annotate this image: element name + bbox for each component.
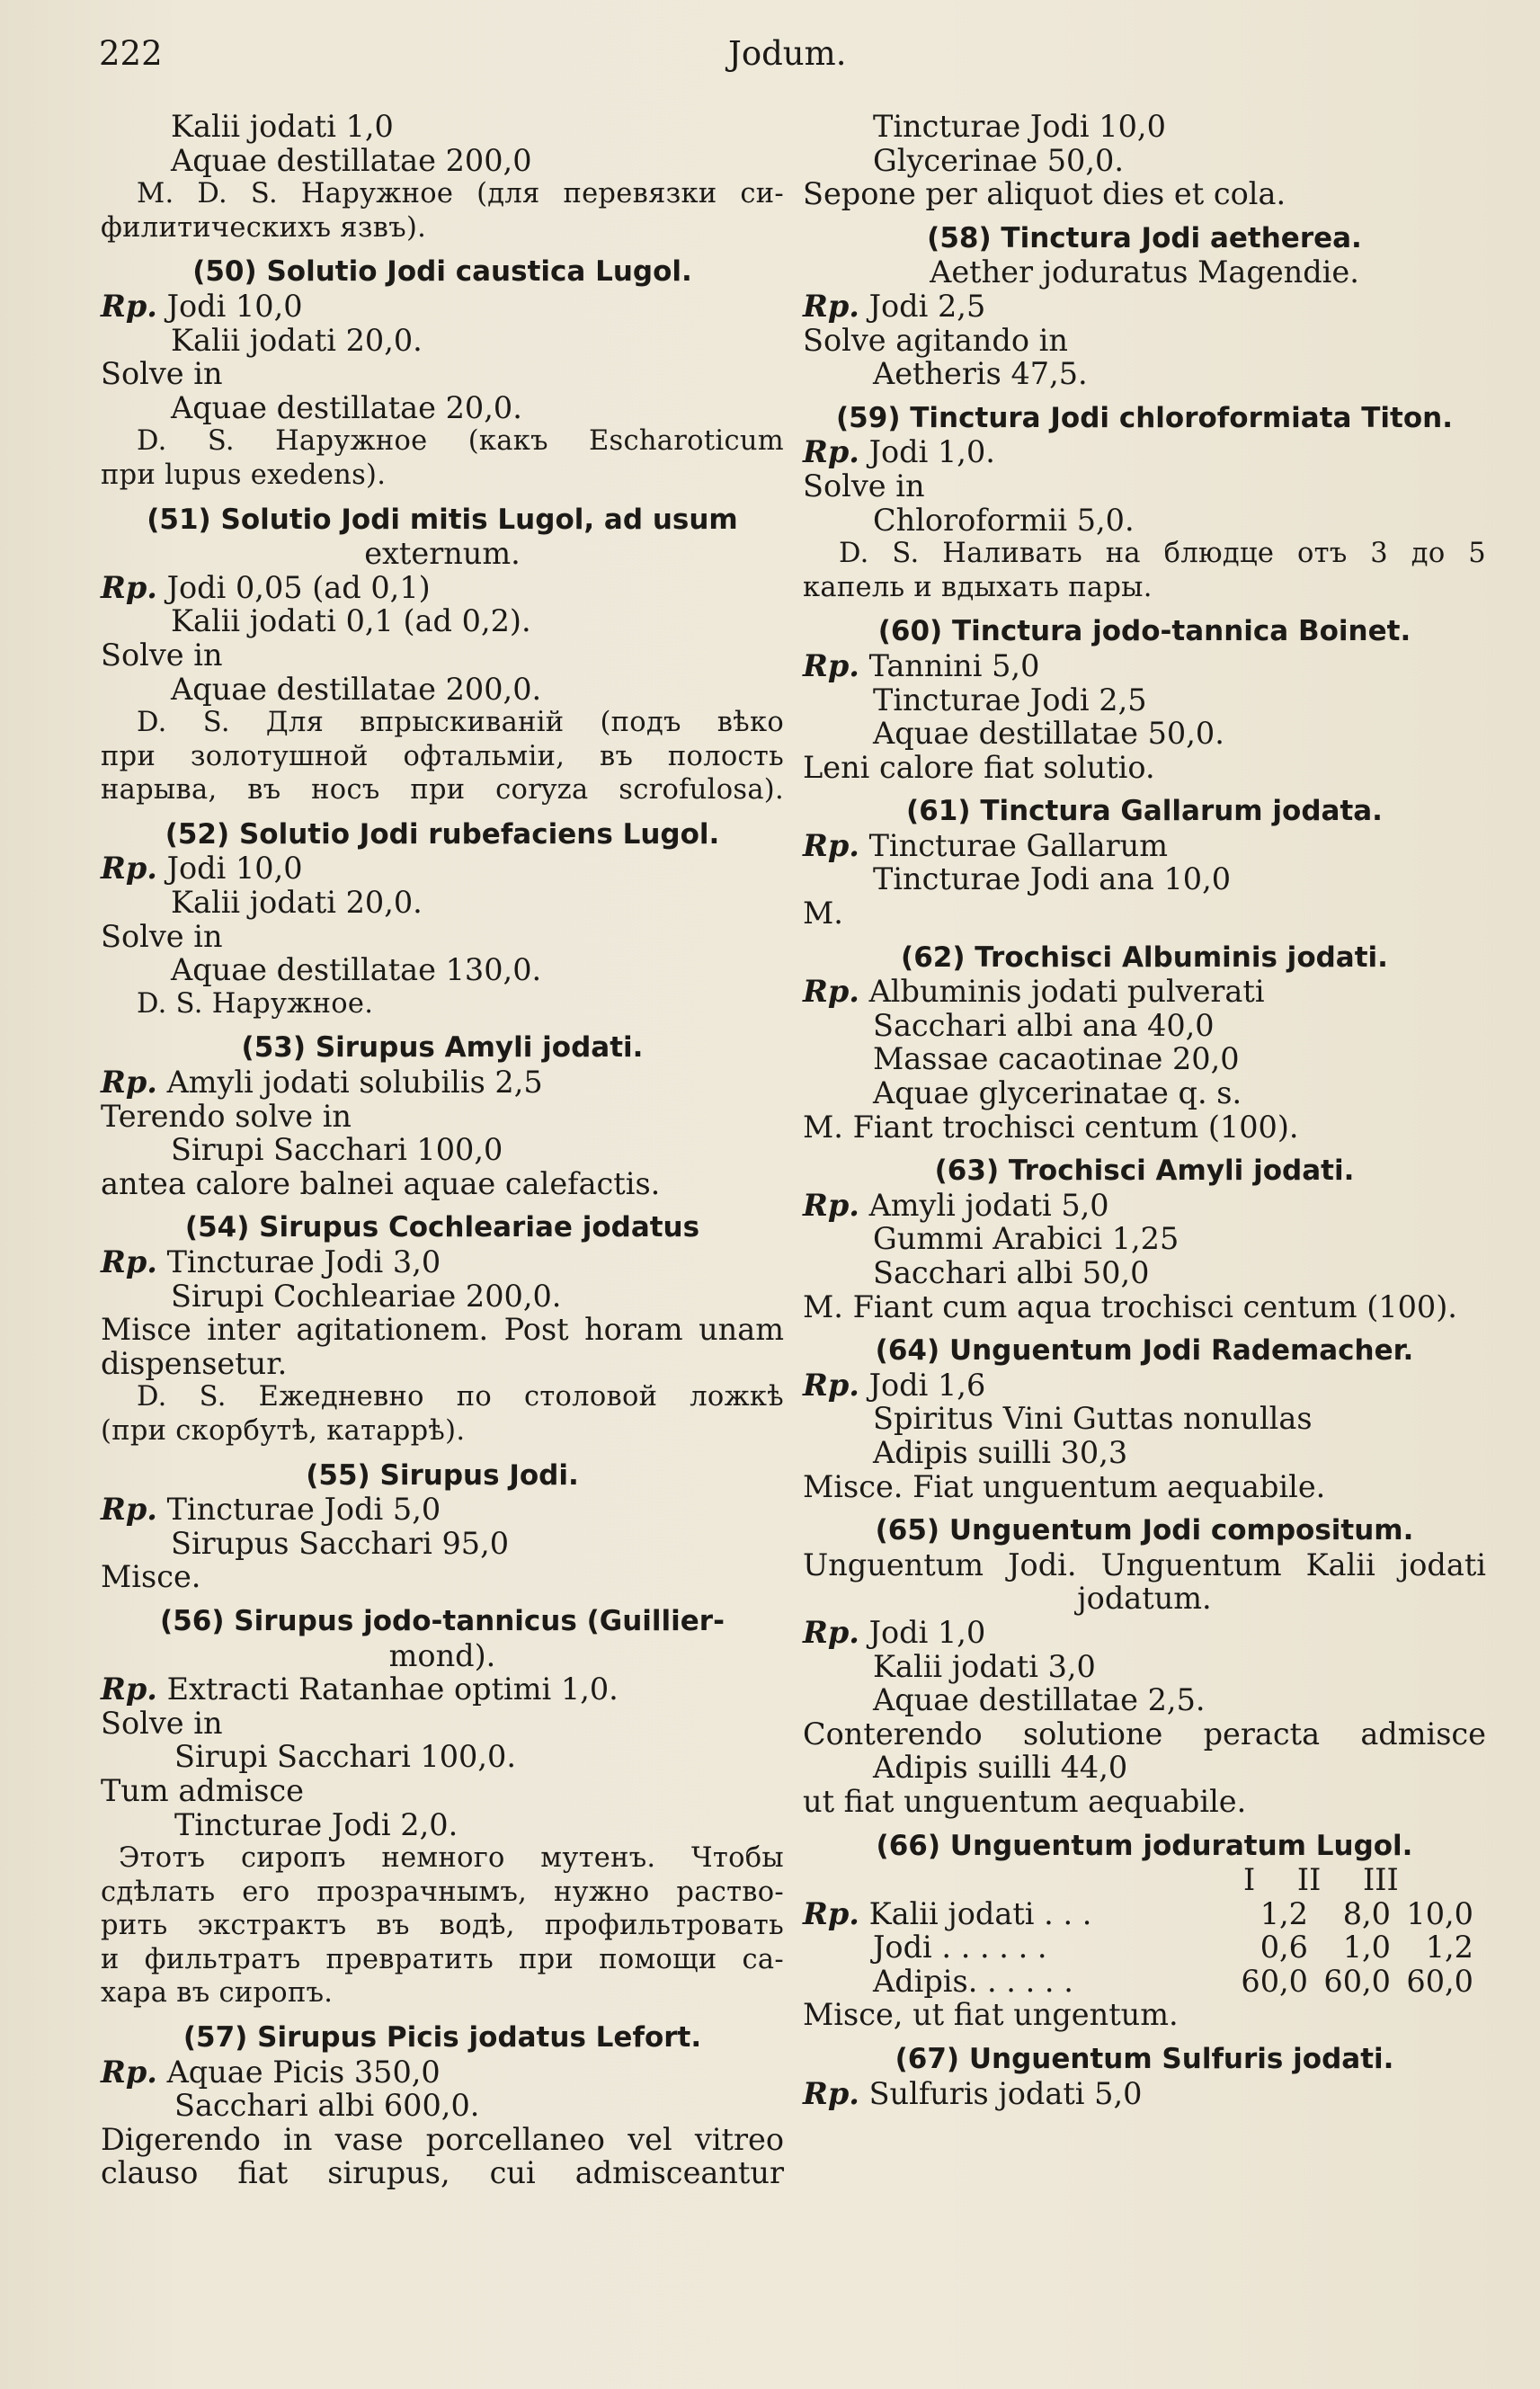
text-line: Massae cacaotinae 20,0 — [873, 1041, 1240, 1077]
formula-heading: (56) Sirupus jodo-tannicus (Guillier- — [160, 1604, 725, 1637]
text-line: Solve in — [101, 637, 223, 673]
text-line: Kalii jodati 0,1 (ad 0,2). — [171, 603, 531, 639]
text-line: Solve in — [101, 918, 223, 954]
rp-mark: Rp. — [803, 1367, 859, 1403]
text-line: Sirupi Sacchari 100,0. — [174, 1739, 516, 1775]
text-line: Aquae glycerinatae q. s. — [873, 1075, 1242, 1111]
text-line: externum. — [364, 536, 521, 572]
table-cell: 60,0 — [1406, 1963, 1473, 1999]
text-line: Kalii jodati 1,0 — [171, 109, 394, 144]
recipe-line: Rp. Tincturae Gallarum — [803, 827, 1168, 863]
text-line: при lupus exedens). — [101, 459, 387, 491]
formula-heading: (57) Sirupus Picis jodatus Lefort. — [182, 2021, 702, 2055]
recipe-line: Rp. Jodi 10,0 — [101, 288, 303, 324]
table-row-label: Adipis. . . . . . — [873, 1963, 1073, 1999]
text-line: antea calore balnei aquae calefactis. — [101, 1165, 661, 1201]
rp-mark: Rp. — [803, 974, 859, 1010]
text-line: D. S. Наливать на блюдце отъ 3 до 5 — [839, 538, 1486, 570]
rp-mark: Rp. — [101, 1244, 157, 1279]
text-line: Kalii jodati 3,0 — [873, 1648, 1096, 1684]
rp-mark: Rp. — [101, 1671, 157, 1707]
text-line: M. Fiant cum aqua trochisci centum (100). — [803, 1288, 1457, 1324]
text-line: Gummi Arabici 1,25 — [873, 1221, 1179, 1257]
rp-mark: Rp. — [101, 2054, 157, 2090]
text-line: Solve agitando in — [803, 322, 1068, 358]
text-line: Leni calore fiat solutio. — [803, 749, 1155, 785]
recipe-line: Rp. Aquae Picis 350,0 — [101, 2054, 441, 2090]
recipe-line: Rp. Sulfuris jodati 5,0 — [803, 2075, 1143, 2111]
table-cell: 1,0 — [1342, 1930, 1391, 1966]
formula-heading: (60) Tinctura jodo-tannica Boinet. — [877, 615, 1411, 648]
recipe-line: Rp. Tincturae Jodi 3,0 — [101, 1244, 441, 1279]
formula-heading: (66) Unguentum joduratum Lugol. — [876, 1829, 1413, 1862]
text-line: Terendo solve in — [101, 1098, 352, 1134]
recipe-line: Rp. Jodi 1,0 — [803, 1614, 986, 1650]
text-line: капель и вдыхать пары. — [803, 571, 1153, 603]
text-line: ut fiat unguentum aequabile. — [803, 1783, 1247, 1819]
recipe-line: Rp. Jodi 10,0 — [101, 851, 303, 887]
text-line: M. D. S. Наружное (для перевязки си- — [137, 178, 784, 210]
recipe-line: Rp. Jodi 1,6 — [803, 1367, 986, 1403]
text-line: Tincturae Jodi 10,0 — [873, 109, 1166, 144]
text-line: D. S. Ежедневно по столовой ложкѣ — [137, 1381, 784, 1413]
text-line: Conterendo solutione peracta admisce — [803, 1716, 1486, 1752]
text-line: Glycerinae 50,0. — [873, 142, 1124, 178]
text-line: Solve in — [101, 356, 223, 392]
rp-mark: Rp. — [803, 1895, 859, 1931]
rp-mark: Rp. — [101, 288, 157, 324]
text-line: (при скорбутѣ, катаррѣ). — [101, 1414, 466, 1447]
rp-mark: Rp. — [803, 288, 859, 324]
recipe-line: Rp. Jodi 2,5 — [803, 288, 986, 324]
formula-heading: (59) Tinctura Jodi chloroformiata Titon. — [836, 401, 1453, 434]
rp-mark: Rp. — [803, 1187, 859, 1223]
text-line: M. Fiant trochisci centum (100). — [803, 1109, 1299, 1145]
text-line: сдѣлать его прозрачнымъ, нужно раство- — [101, 1876, 784, 1908]
text-line: dispensetur. — [101, 1345, 288, 1381]
formula-heading: (50) Solutio Jodi caustica Lugol. — [192, 255, 692, 289]
formula-heading: (51) Solutio Jodi mitis Lugol, ad usum — [147, 503, 738, 536]
text-line: mond). — [388, 1637, 496, 1673]
formula-heading: (52) Solutio Jodi rubefaciens Lugol. — [165, 817, 720, 851]
text-line: Misce. — [101, 1559, 201, 1595]
text-line: Chloroformii 5,0. — [873, 502, 1135, 538]
formula-heading: (53) Sirupus Amyli jodati. — [241, 1031, 644, 1065]
text-line: филитическихъ язвъ). — [101, 211, 427, 244]
text-line: Aquae destillatae 130,0. — [171, 952, 542, 988]
rp-mark: Rp. — [101, 1065, 157, 1101]
text-line: D. S. Наружное. — [137, 987, 374, 1020]
table-row — [803, 1965, 1486, 1999]
text-line: Tincturae Jodi ana 10,0 — [873, 861, 1232, 897]
table-cell: 60,0 — [1323, 1963, 1391, 1999]
page-header — [0, 34, 1540, 88]
text-line: jodatum. — [1077, 1581, 1212, 1617]
formula-heading: (64) Unguentum Jodi Rademacher. — [875, 1334, 1414, 1368]
text-line: Digerendo in vase porcellaneo vel vitreo — [101, 2121, 784, 2157]
table-cell: 60,0 — [1241, 1963, 1308, 1999]
text-line: Spiritus Vini Guttas nonullas — [873, 1401, 1313, 1437]
text-line: Sacchari albi ana 40,0 — [873, 1007, 1215, 1043]
text-line: Adipis suilli 30,3 — [873, 1434, 1128, 1470]
recipe-line: Rp. Extracti Ratanhae optimi 1,0. — [101, 1671, 619, 1707]
table-row — [803, 1897, 1486, 1931]
text-line: Adipis suilli 44,0 — [873, 1750, 1128, 1786]
rp-mark: Rp. — [101, 1492, 157, 1528]
rp-mark: Rp. — [803, 434, 859, 470]
rp-mark: Rp. — [803, 827, 859, 863]
text-line: Aquae destillatae 2,5. — [873, 1682, 1206, 1718]
table-cell: 10,0 — [1406, 1895, 1473, 1931]
text-line: Misce, ut fiat ungentum. — [803, 1997, 1179, 2033]
text-line: Sepone per aliquot dies et cola. — [803, 176, 1286, 212]
text-line: Tincturae Jodi 2,5 — [873, 682, 1147, 718]
text-line: нарыва, въ носъ при coryza scrofulosa). — [101, 774, 784, 807]
text-line: хара въ сиропъ. — [101, 1977, 334, 2010]
text-line: Kalii jodati 20,0. — [171, 885, 423, 921]
formula-heading: (65) Unguentum Jodi compositum. — [875, 1514, 1414, 1547]
text-line: Tum admisce — [101, 1772, 305, 1808]
text-line: Sirupi Sacchari 100,0 — [171, 1132, 503, 1168]
text-line: Solve in — [803, 468, 925, 504]
recipe-line: Rp. Tincturae Jodi 5,0 — [101, 1492, 441, 1528]
table-cell: 1,2 — [1425, 1930, 1473, 1966]
recipe-line: Rp. Tannini 5,0 — [803, 647, 1040, 683]
recipe-line: Rp. Albuminis jodati pulverati — [803, 974, 1265, 1010]
text-line: Aquae destillatae 20,0. — [171, 389, 522, 425]
text-line: Unguentum Jodi. Unguentum Kalii jodati — [803, 1547, 1486, 1582]
formula-heading: (58) Tinctura Jodi aetherea. — [927, 221, 1362, 254]
table-cell: 0,6 — [1260, 1930, 1308, 1966]
formula-heading: (55) Sirupus Jodi. — [306, 1458, 579, 1492]
formula-heading: (63) Trochisci Amyli jodati. — [934, 1154, 1355, 1188]
text-line: Misce inter agitationem. Post horam unam — [101, 1312, 784, 1348]
running-head: Jodum. — [728, 34, 847, 73]
table-row — [803, 1930, 1486, 1965]
text-line: Sirupus Sacchari 95,0 — [171, 1525, 510, 1561]
formula-heading: (67) Unguentum Sulfuris jodati. — [895, 2043, 1394, 2076]
rp-mark: Rp. — [101, 851, 157, 887]
text-line: рить экстрактъ въ водѣ, профильтровать — [101, 1910, 784, 1942]
rp-mark: Rp. — [803, 647, 859, 683]
table-cell: 8,0 — [1342, 1895, 1391, 1931]
table-row-label: Jodi . . . . . . — [873, 1930, 1047, 1966]
text-line: при золотушной офтальміи, въ полость — [101, 740, 784, 772]
text-line: Sacchari albi 600,0. — [174, 2088, 480, 2124]
recipe-line: Rp. Jodi 1,0. — [803, 434, 995, 470]
text-line: D. S. Для впрыскиваній (подъ вѣко — [137, 707, 784, 739]
text-line: Sirupi Cochleariae 200,0. — [171, 1278, 562, 1314]
formula-heading: (62) Trochisci Albuminis jodati. — [901, 940, 1388, 974]
table-header: I II III — [1243, 1862, 1399, 1898]
text-line: Kalii jodati 20,0. — [171, 322, 423, 358]
rp-mark: Rp. — [803, 2075, 859, 2111]
page-number: 222 — [99, 34, 163, 73]
recipe-line: Rp. Jodi 0,05 (ad 0,1) — [101, 569, 431, 605]
text-line: Misce. Fiat unguentum aequabile. — [803, 1468, 1326, 1504]
text-line: Aetheris 47,5. — [873, 356, 1088, 392]
text-line: Этотъ сиропъ немного мутенъ. Чтобы — [119, 1842, 784, 1875]
text-line: Solve in — [101, 1705, 223, 1741]
text-line: clauso fiat sirupus, cui admisceantur — [101, 2155, 784, 2191]
text-line: Aquae destillatae 50,0. — [873, 716, 1224, 752]
rp-mark: Rp. — [803, 1614, 859, 1650]
left-column — [101, 110, 784, 2190]
text-line: M. — [803, 896, 843, 932]
text-line: Sacchari albi 50,0 — [873, 1255, 1150, 1290]
text-line: Aquae destillatae 200,0. — [171, 671, 542, 707]
formula-heading: (54) Sirupus Cochleariae jodatus — [184, 1211, 700, 1244]
recipe-line: Rp. Amyli jodati 5,0 — [803, 1187, 1109, 1223]
text-line: Aquae destillatae 200,0 — [171, 142, 532, 178]
rp-mark: Rp. — [101, 569, 157, 605]
table-row-label: Rp. Kalii jodati . . . — [803, 1895, 1092, 1931]
text-line: Tincturae Jodi 2,0. — [174, 1806, 458, 1842]
recipe-line: Rp. Amyli jodati solubilis 2,5 — [101, 1065, 543, 1101]
table-cell: 1,2 — [1260, 1895, 1308, 1931]
right-column — [803, 110, 1486, 2110]
text-line: и фильтратъ превратить при помощи са- — [101, 1943, 784, 1975]
text-line: D. S. Наружное (какъ Escharoticum — [137, 425, 784, 458]
formula-heading: (61) Tinctura Gallarum jodata. — [906, 795, 1383, 828]
text-line: Aether joduratus Magendie. — [930, 254, 1359, 290]
